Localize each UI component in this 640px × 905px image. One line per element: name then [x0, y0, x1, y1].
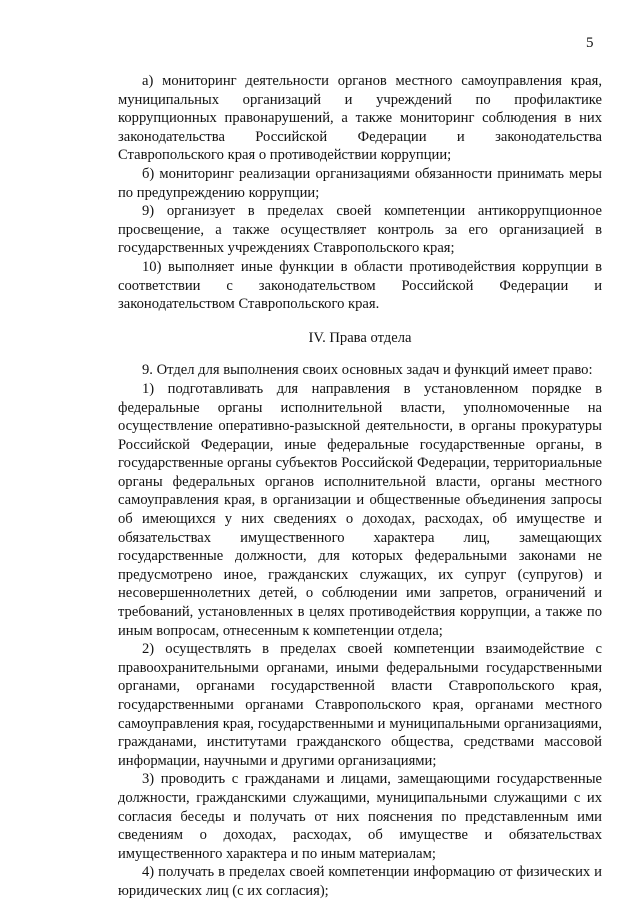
paragraph-right-1: 1) подготавливать для направления в установленном порядке в федеральные органы исполнительной власти, уполномоченные на осуществление оперативно-разыскной деятельности, в органы прокуратуры Российской Федерации, иные федеральные государственные органы, в государственные органы субъектов Российской Федерации, территориальные органы федеральных органов исполнительной власти, органы местного самоуправления края, в организации и общественные объединения запросы об имеющихся у них сведениях о доходах, расходах, об имуществе и обязательствах имущественного характера лиц, замещающих государственные должности, для которых федеральными законами не предусмотрено иное, гражданских служащих, их супруг (супругов) и несовершеннолетних детей, о соблюдении ими запретов, ограничений и требований, установленных в целях противодействия коррупции, а также по иным вопросам, отнесенным к компетенции отдела;	[118, 380, 602, 639]
paragraph-right-2: 2) осуществлять в пределах своей компетенции взаимодействие с правоохранительными органами, иными федеральными государственными органами, органами государственной власти Ставропольского края, государственными органами Ставропольского края, органами местного самоуправления края, государственными и муниципальными организациями, гражданами, институтами гражданского общества, средствами массовой информации, научными и другими организациями;	[118, 641, 602, 769]
paragraph-right-4: 4) получать в пределах своей компетенции информацию от физических и юридических лиц (с их согласия);	[118, 864, 602, 899]
paragraph-item-9: 9) организует в пределах своей компетенции антикоррупционное просвещение, а также осуществляет контроль за его организацией в государственных учреждениях Ставропольского края;	[118, 203, 602, 257]
document-body	[118, 72, 602, 901]
section-heading: IV. Права отдела	[308, 329, 412, 346]
paragraph-right-3: 3) проводить с гражданами и лицами, замещающими государственные должности, гражданскими служащими, муниципальными служащими с их согласия беседы и получать от них пояснения по представленным ими сведениям о доходах, расходах, об имуществе и обязательствах имущественного характера и по иным материалам;	[118, 771, 602, 862]
page-number: 5	[586, 35, 594, 51]
paragraph-rights-intro: 9. Отдел для выполнения своих основных задач и функций имеет право:	[142, 362, 593, 379]
paragraph-monitoring-b: б) мониторинг реализации организациями обязанности принимать меры по предупреждению коррупции;	[118, 165, 602, 201]
paragraph-item-10: 10) выполняет иные функции в области противодействия коррупции в соответствии с законодательством Российской Федерации и законодательством Ставропольского края.	[118, 258, 602, 313]
paragraph-monitoring-a: а) мониторинг деятельности органов местного самоуправления края, муниципальных организаций и учреждений по профилактике коррупционных правонарушений, а также мониторинг соблюдения в них законодательства Российской Федерации и законодательства Ставропольского края о противодействии коррупции;	[118, 73, 602, 164]
